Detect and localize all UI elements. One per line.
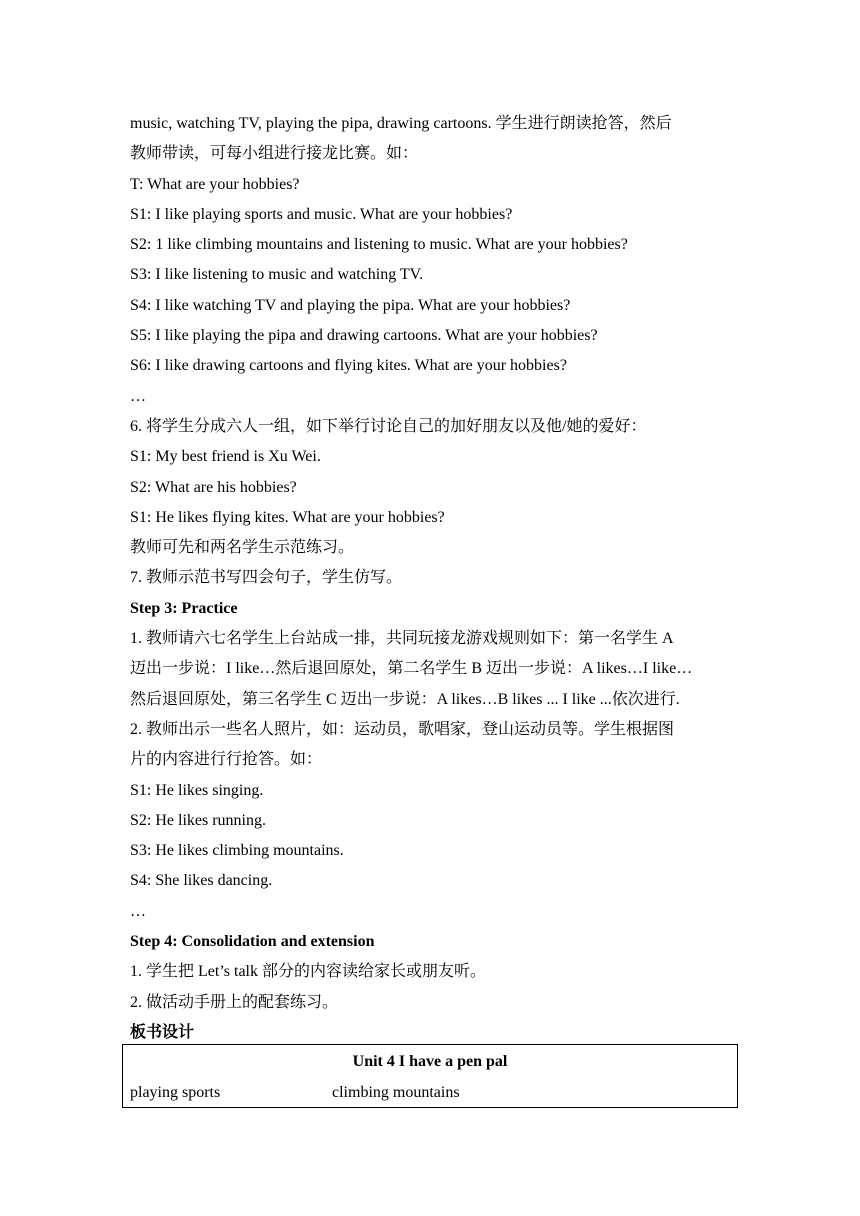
blackboard-design-table bbox=[122, 1044, 738, 1108]
ellipsis-line: … bbox=[130, 387, 146, 405]
dialogue-line: S4: She likes dancing. bbox=[130, 872, 273, 890]
dialogue-line: S4: I like watching TV and playing the pipa. What are your hobbies? bbox=[130, 296, 571, 314]
board-phrase-left: playing sports bbox=[130, 1084, 221, 1101]
dialogue-line: S3: He likes climbing mountains. bbox=[130, 842, 344, 860]
step4-item: 2. 做活动手册上的配套练习。 bbox=[130, 993, 339, 1011]
dialogue-line: S1: I like playing sports and music. What are your hobbies? bbox=[130, 205, 513, 223]
ellipsis-line: … bbox=[130, 902, 146, 920]
dialogue-line: S2: What are his hobbies? bbox=[130, 478, 297, 496]
step3-paragraph-1-line-3: 然后退回原处，第三名学生 C 迈出一步说：A likes…B likes ... I like ...依次进行. bbox=[130, 690, 680, 708]
dialogue-line: S2: 1 like climbing mountains and listening to music. What are your hobbies? bbox=[130, 236, 628, 254]
board-phrase-right: climbing mountains bbox=[332, 1084, 460, 1101]
step4-heading: Step 4: Consolidation and extension bbox=[130, 933, 375, 951]
step3-paragraph-2-line-1: 2. 教师出示一些名人照片，如：运动员，歌唱家，登山运动员等。学生根据图 bbox=[130, 720, 675, 738]
step3-paragraph-2-line-2: 片的内容进行行抢答。如： bbox=[130, 751, 323, 769]
step3-paragraph-1-line-1: 1. 教师请六七名学生上台站成一排，共同玩接龙游戏规则如下：第一名学生 A bbox=[130, 630, 674, 648]
dialogue-line: S1: He likes singing. bbox=[130, 781, 264, 799]
board-title: Unit 4 I have a pen pal bbox=[352, 1053, 508, 1070]
board-design-heading: 板书设计 bbox=[130, 1023, 195, 1041]
step4-item: 1. 学生把 Let’s talk 部分的内容读给家长或朋友听。 bbox=[130, 963, 486, 981]
step3-paragraph-1-line-2: 迈出一步说：I like…然后退回原处，第二名学生 B 迈出一步说：A likes…I like… bbox=[130, 660, 693, 678]
text-line: music, watching TV, playing the pipa, drawing cartoons. 学生进行朗读抢答，然后 bbox=[130, 115, 672, 132]
dialogue-line: S1: My best friend is Xu Wei. bbox=[130, 448, 321, 466]
instruction-line: 7. 教师示范书写四会句子，学生仿写。 bbox=[130, 569, 403, 587]
dialogue-line: S5: I like playing the pipa and drawing cartoons. What are your hobbies? bbox=[130, 327, 598, 345]
instruction-line: 6. 将学生分成六人一组，如下举行讨论自己的加好朋友以及他/她的爱好： bbox=[130, 417, 647, 435]
text-line: 教师带读，可每小组进行接龙比赛。如： bbox=[130, 145, 419, 163]
text-line: 教师可先和两名学生示范练习。 bbox=[130, 539, 355, 557]
document-body bbox=[130, 109, 740, 1048]
dialogue-line: S6: I like drawing cartoons and flying kites. What are your hobbies? bbox=[130, 357, 567, 375]
dialogue-line: S3: I like listening to music and watching TV. bbox=[130, 266, 424, 284]
dialogue-line: T: What are your hobbies? bbox=[130, 175, 300, 193]
step3-heading: Step 3: Practice bbox=[130, 599, 238, 617]
dialogue-line: S2: He likes running. bbox=[130, 811, 266, 829]
dialogue-line: S1: He likes flying kites. What are your hobbies? bbox=[130, 508, 445, 526]
